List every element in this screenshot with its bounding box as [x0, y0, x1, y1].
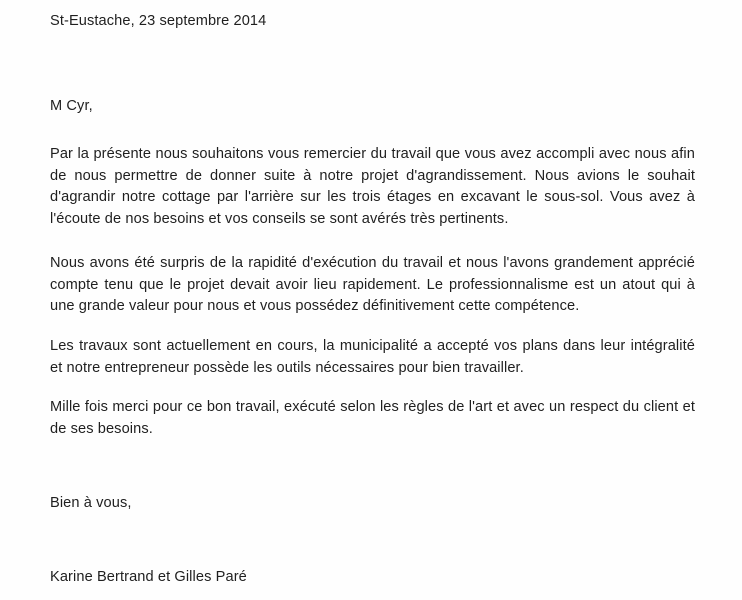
letter-paragraph-4: Mille fois merci pour ce bon travail, exécuté selon les règles de l'art et avec un respect du client et de ses besoins. [50, 399, 695, 437]
letter-closing: Bien à vous, [50, 495, 132, 511]
letter-dateline: St-Eustache, 23 septembre 2014 [50, 13, 267, 29]
letter-signature: Karine Bertrand et Gilles Paré [50, 569, 247, 585]
letter-paragraph-1: Par la présente nous souhaitons vous remercier du travail que vous avez accompli avec nous afin de nous permettre de donner suite à notre projet d'agrandissement. Nous avions le souhait d'agrandir notre cottage par l'arrière sur les trois étages en excavant le sous-sol. Vous avez à l'écoute de nos besoins et vos conseils se sont avérés très pertinents. [50, 146, 695, 227]
letter-paragraph-3: Les travaux sont actuellement en cours, la municipalité a accepté vos plans dans leur intégralité et notre entrepreneur possède les outils nécessaires pour bien travailler. [50, 338, 695, 376]
letter-paragraph-2: Nous avons été surpris de la rapidité d'exécution du travail et nous l'avons grandement apprécié compte tenu que le projet devait avoir lieu rapidement. Le professionnalisme est un atout qui à une grande valeur pour nous et vous possédez définitivement cette compétence. [50, 255, 695, 314]
letter-salutation: M Cyr, [50, 98, 93, 114]
